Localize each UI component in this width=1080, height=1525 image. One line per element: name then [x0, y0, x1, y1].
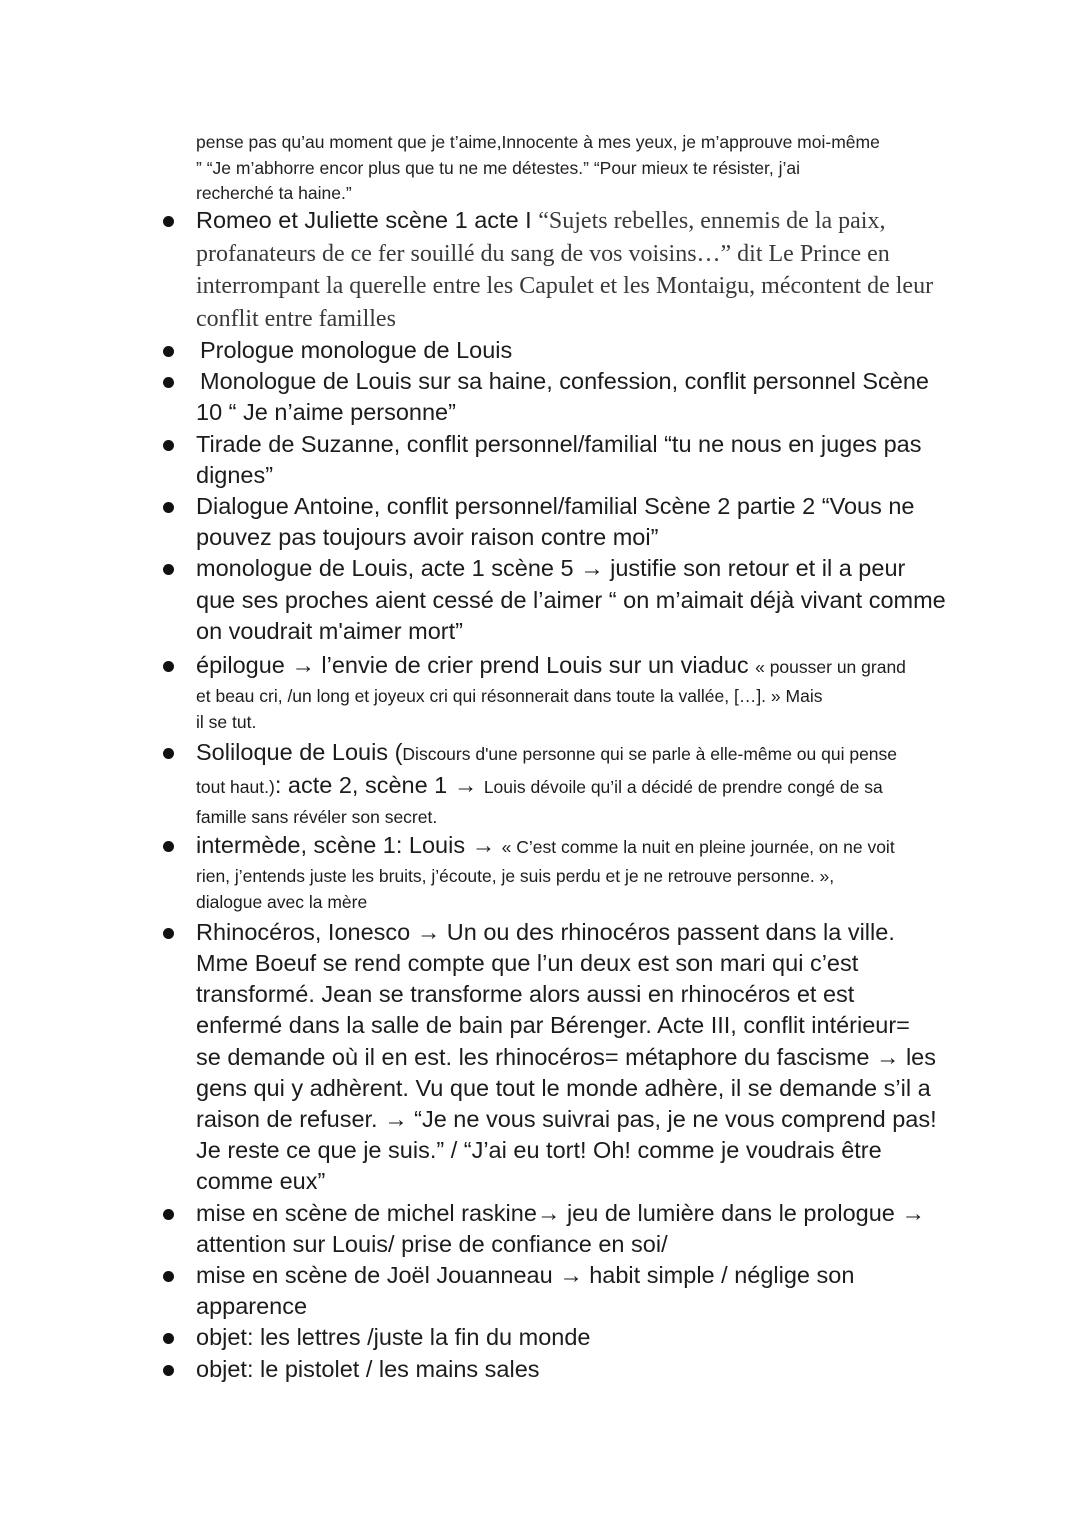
bullet-icon: [163, 1365, 174, 1376]
bullet-icon: [163, 1271, 174, 1282]
bullet-icon: [163, 440, 174, 451]
item-text: transformé. Jean se transforme alors aussi en rhinocéros et est: [196, 981, 855, 1008]
item-text: Rhinocéros, Ionesco → Un ou des rhinocéros passent dans la ville.: [196, 918, 895, 945]
list-item-romeo: [0, 205, 956, 335]
list-item-intermede: [0, 830, 956, 915]
bullet-icon: [163, 928, 174, 939]
item-text: : acte 2, scène 1 →: [274, 772, 484, 799]
item-text: mise en scène de michel raskine→ jeu de lumière dans le prologue →: [196, 1199, 925, 1226]
list-item-rhinoceros: [0, 917, 956, 1198]
quote-text: rien, j’entends juste les bruits, j’écoute, je suis perdu et je ne retrouve personne. »,: [196, 865, 835, 886]
bullet-icon: [163, 1333, 174, 1344]
quote-text: interrompant la querelle entre les Capulet et les Montaigu, mécontent de leur: [196, 273, 934, 299]
quote-text: il se tut.: [196, 712, 257, 733]
item-text: 10 “ Je n’aime personne”: [196, 399, 456, 426]
quote-text: et beau cri, /un long et joyeux cri qui résonnerait dans toute la vallée, […]. » Mais: [196, 686, 823, 707]
item-text: dialogue avec la mère: [196, 891, 368, 912]
definition-text: Discours d'une personne qui se parle à elle-même ou qui pense: [402, 744, 898, 765]
quote-text: conflit entre familles: [196, 305, 396, 332]
item-text: on voudrait m'aimer mort”: [196, 617, 463, 644]
item-text: gens qui y adhèrent. Vu que tout le monde adhère, il se demande s’il a: [196, 1074, 931, 1101]
list-item-pistolet: [0, 1354, 956, 1385]
item-text: apparence: [196, 1293, 308, 1320]
list-item-epilogue: [0, 650, 956, 735]
item-text: Monologue de Louis sur sa haine, confession, conflit personnel Scène: [200, 368, 929, 395]
item-text: raison de refuser. → “Je ne vous suivrai pas, je ne vous comprend pas!: [196, 1106, 937, 1133]
list-item-soliloque: [0, 737, 956, 829]
item-text: famille sans révéler son secret.: [196, 806, 438, 827]
item-lead: Romeo et Juliette scène 1 acte I: [196, 207, 539, 233]
text-line: ” “Je m’abhorre encor plus que tu ne me détestes.” “Pour mieux te résister, j’ai: [196, 157, 801, 178]
item-text: Je reste ce que je suis.” / “J’ai eu tort! Oh! comme je voudrais être: [196, 1137, 882, 1164]
bullet-icon: [163, 346, 174, 357]
item-text: Louis dévoile qu’il a décidé de prendre congé de sa: [483, 777, 883, 798]
list-item-monologue-haine: [0, 366, 956, 428]
item-lead: intermède, scène 1: Louis →: [196, 831, 502, 858]
quote-text: profanateurs de ce fer souillé du sang de vos voisins…” dit Le Prince en: [196, 240, 890, 267]
item-text: Prologue monologue de Louis: [200, 337, 513, 363]
item-text: comme eux”: [196, 1168, 326, 1195]
item-text: objet: les lettres /juste la fin du monde: [196, 1324, 591, 1351]
item-text: objet: le pistolet / les mains sales: [196, 1355, 540, 1382]
bullet-icon: [163, 661, 174, 672]
list-item-dialogue: [0, 491, 956, 553]
list-item-monologue-retour: [0, 553, 956, 647]
list-item-raskine: [0, 1198, 956, 1260]
item-text: que ses proches aient cessé de l’aimer “ on m’aimait déjà vivant comme: [196, 586, 946, 613]
item-text: Mme Boeuf se rend compte que l’un deux est son mari qui c’est: [196, 950, 859, 977]
item-text: pouvez pas toujours avoir raison contre moi”: [196, 524, 659, 551]
intro-quote: [196, 130, 956, 207]
text-line: recherché ta haine.”: [196, 183, 352, 203]
definition-text: tout haut.): [196, 777, 275, 798]
bullet-icon: [163, 216, 174, 227]
bullet-icon: [163, 841, 174, 852]
quote-text: « pousser un grand: [755, 657, 906, 678]
quote-text: “Sujets rebelles, ennemis de la paix,: [538, 208, 886, 234]
item-text: dignes”: [196, 461, 274, 488]
bullet-icon: [163, 377, 174, 388]
item-text: se demande où il en est. les rhinocéros= métaphore du fascisme → les: [196, 1043, 936, 1070]
item-text: Tirade de Suzanne, conflit personnel/familial “tu ne nous en juges pas: [196, 430, 922, 457]
bullet-icon: [163, 502, 174, 513]
list-item-lettres: [0, 1322, 956, 1353]
item-lead: épilogue → l’envie de crier prend Louis sur un viaduc: [196, 652, 756, 679]
list-item-prologue: [0, 335, 956, 366]
bullet-icon: [163, 564, 174, 575]
bullet-icon: [163, 1209, 174, 1220]
item-text: Dialogue Antoine, conflit personnel/familial Scène 2 partie 2 “Vous ne: [196, 493, 915, 520]
list-item-jouanneau: [0, 1260, 956, 1322]
item-text: monologue de Louis, acte 1 scène 5 → justifie son retour et il a peur: [196, 555, 906, 582]
item-text: enfermé dans la salle de bain par Bérenger. Acte III, conflit intérieur=: [196, 1012, 910, 1039]
list-item-tirade: [0, 429, 956, 491]
quote-text: « C’est comme la nuit en pleine journée, on ne voit: [501, 836, 895, 857]
item-lead: Soliloque de Louis (: [196, 739, 403, 766]
notes-list: [0, 205, 1080, 1385]
bullet-icon: [163, 748, 174, 759]
item-text: mise en scène de Joël Jouanneau → habit simple / néglige son: [196, 1262, 855, 1289]
text-line: pense pas qu’au moment que je t’aime,Innocente à mes yeux, je m’approuve moi-même: [196, 132, 880, 152]
item-text: attention sur Louis/ prise de confiance en soi/: [196, 1230, 668, 1257]
